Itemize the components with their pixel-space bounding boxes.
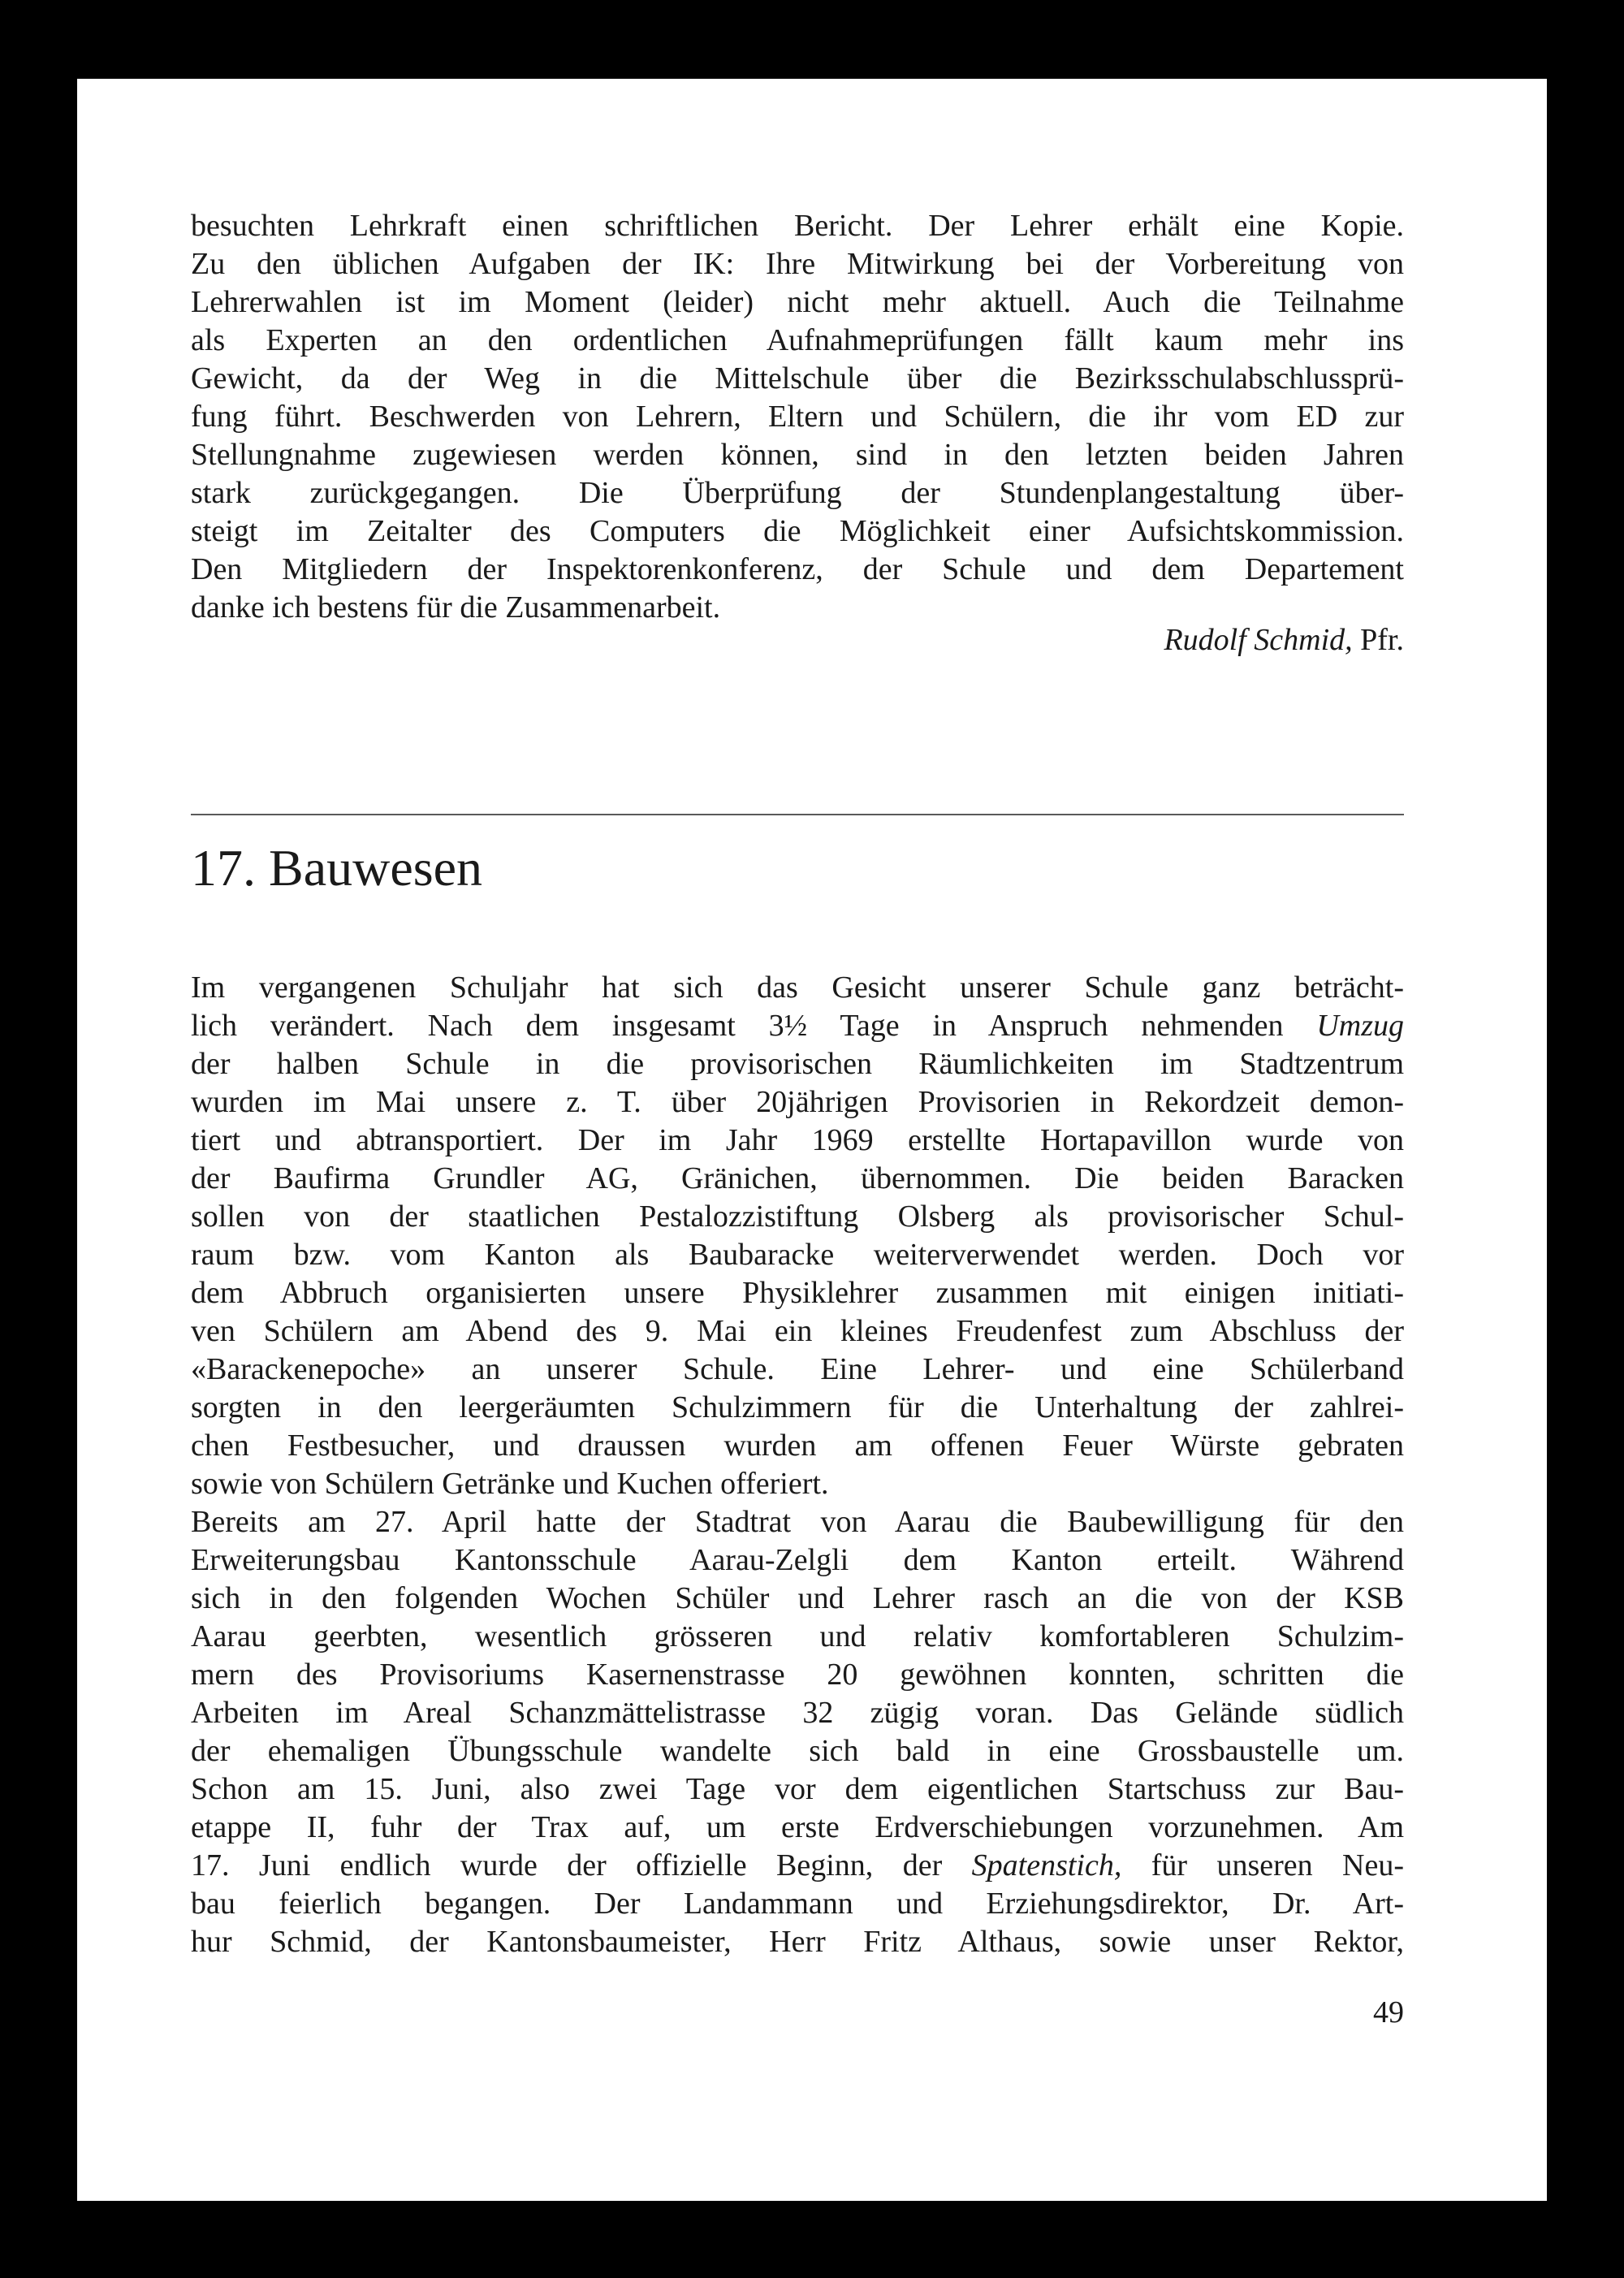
- text-line: der ehemaligen Übungsschule wandelte sich bald in eine Grossbaustelle um.: [191, 1734, 1404, 1768]
- text-line: sollen von der staatlichen Pestalozzistiftung Olsberg als provisorischer Schul-: [191, 1200, 1404, 1234]
- text-line: Stellungnahme zugewiesen werden können, sind in den letzten beiden Jahren: [191, 438, 1404, 472]
- text-line: «Barackenepoche» an unserer Schule. Eine Lehrer- und eine Schülerband: [191, 1352, 1404, 1386]
- text-line: sich in den folgenden Wochen Schüler und Lehrer rasch an die von der KSB: [191, 1581, 1404, 1615]
- text-line: Schon am 15. Juni, also zwei Tage vor dem eigentlichen Startschuss zur Bau-: [191, 1772, 1404, 1806]
- text-segment: für unseren Neu-: [1151, 1848, 1405, 1882]
- text-line: [191, 1007, 1404, 1045]
- text-line: Gewicht, da der Weg in die Mittelschule über die Bezirksschulabschlussprü-: [191, 361, 1404, 396]
- page-number: 49: [1373, 1995, 1404, 2029]
- text-line: Bereits am 27. April hatte der Stadtrat von Aarau die Baubewilligung für den: [191, 1505, 1404, 1539]
- text-line: Lehrerwahlen ist im Moment (leider) nicht mehr aktuell. Auch die Teilnahme: [191, 285, 1404, 319]
- text-line: mern des Provisoriums Kasernenstrasse 20 gewöhnen konnten, schritten die: [191, 1658, 1404, 1692]
- text-line: sorgten in den leergeräumten Schulzimmern für die Unterhaltung der zahlrei-: [191, 1390, 1404, 1424]
- text-line: [191, 1847, 1404, 1885]
- author-signature: [191, 621, 1404, 659]
- author-title: Pfr.: [1360, 623, 1404, 657]
- emphasis-text: Spatenstich,: [971, 1848, 1122, 1882]
- text-line: raum bzw. vom Kanton als Baubaracke weiterverwendet werden. Doch vor: [191, 1238, 1404, 1272]
- section-divider: [191, 814, 1404, 815]
- text-line: bau feierlich begangen. Der Landammann und Erziehungsdirektor, Dr. Art-: [191, 1887, 1404, 1921]
- text-line: sowie von Schülern Getränke und Kuchen offeriert.: [191, 1467, 829, 1501]
- text-segment: 17. Juni endlich wurde der offizielle Beginn, der: [191, 1848, 943, 1882]
- text-line: tiert und abtransportiert. Der im Jahr 1969 erstellte Hortapavillon wurde von: [191, 1123, 1404, 1157]
- text-line: wurden im Mai unsere z. T. über 20jährigen Provisorien in Rekordzeit demon-: [191, 1085, 1404, 1119]
- text-line: Aarau geerbten, wesentlich grösseren und relativ komfortableren Schulzim-: [191, 1619, 1404, 1653]
- top-paragraph: [191, 207, 1404, 627]
- text-line: Den Mitgliedern der Inspektorenkonferenz, der Schule und dem Departement: [191, 552, 1404, 586]
- text-line: hur Schmid, der Kantonsbaumeister, Herr Fritz Althaus, sowie unser Rektor,: [191, 1925, 1404, 1959]
- text-line: etappe II, fuhr der Trax auf, um erste Erdverschiebungen vorzunehmen. Am: [191, 1810, 1404, 1844]
- text-line: stark zurückgegangen. Die Überprüfung der Stundenplangestaltung über-: [191, 476, 1404, 510]
- author-name: Rudolf Schmid,: [1164, 623, 1353, 657]
- main-paragraph: [191, 969, 1404, 1961]
- section-heading: 17. Bauwesen: [191, 839, 483, 897]
- text-line: ven Schülern am Abend des 9. Mai ein kleines Freudenfest zum Abschluss der: [191, 1314, 1404, 1348]
- text-line: fung führt. Beschwerden von Lehrern, Eltern und Schülern, die ihr vom ED zur: [191, 400, 1404, 434]
- text-line: dem Abbruch organisierten unsere Physiklehrer zusammen mit einigen initiati-: [191, 1276, 1404, 1310]
- text-line: als Experten an den ordentlichen Aufnahmeprüfungen fällt kaum mehr ins: [191, 323, 1404, 357]
- text-line: chen Festbesucher, und draussen wurden am offenen Feuer Würste gebraten: [191, 1429, 1404, 1463]
- text-line: der halben Schule in die provisorischen Räumlichkeiten im Stadtzentrum: [191, 1047, 1404, 1081]
- text-line: Im vergangenen Schuljahr hat sich das Gesicht unserer Schule ganz beträcht-: [191, 970, 1404, 1005]
- text-line: besuchten Lehrkraft einen schriftlichen Bericht. Der Lehrer erhält eine Kopie.: [191, 209, 1404, 243]
- emphasis-text: Umzug: [1316, 1009, 1405, 1043]
- text-segment: lich verändert. Nach dem insgesamt 3½ Tage in Anspruch nehmenden: [191, 1009, 1284, 1043]
- text-line: danke ich bestens für die Zusammenarbeit.: [191, 590, 721, 625]
- text-line: der Baufirma Grundler AG, Gränichen, übernommen. Die beiden Baracken: [191, 1161, 1404, 1195]
- document-page: [77, 79, 1547, 2201]
- text-line: Zu den üblichen Aufgaben der IK: Ihre Mitwirkung bei der Vorbereitung von: [191, 247, 1404, 281]
- text-line: Erweiterungsbau Kantonsschule Aarau-Zelgli dem Kanton erteilt. Während: [191, 1543, 1404, 1577]
- text-line: Arbeiten im Areal Schanzmättelistrasse 32 zügig voran. Das Gelände südlich: [191, 1696, 1404, 1730]
- text-line: steigt im Zeitalter des Computers die Möglichkeit einer Aufsichtskommission.: [191, 514, 1404, 548]
